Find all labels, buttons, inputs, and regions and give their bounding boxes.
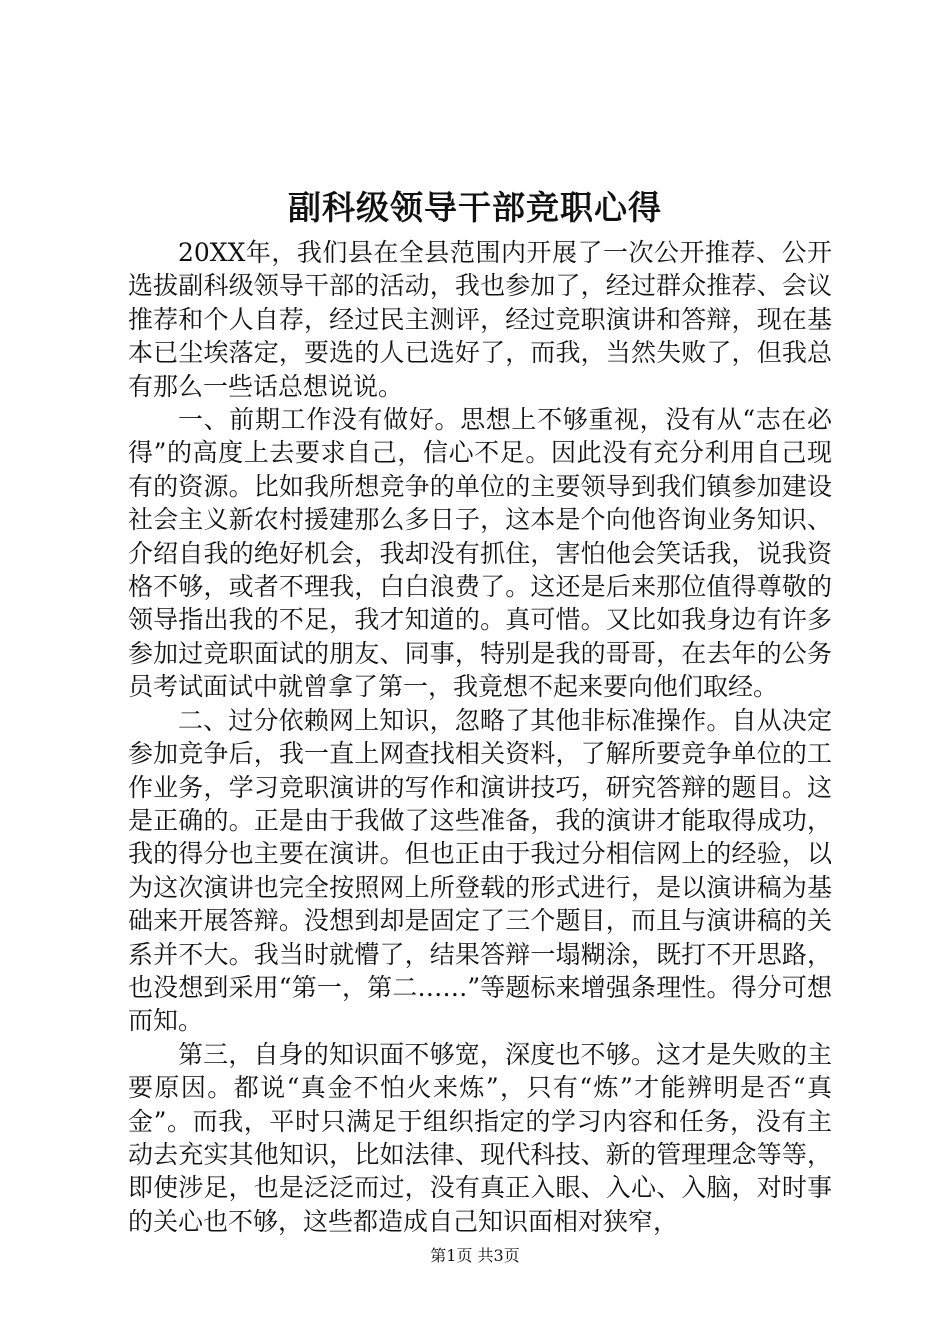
document-title: 副科级领导干部竞职心得 <box>288 188 662 227</box>
document-body <box>128 236 832 1238</box>
paragraph-point-three: 第三，自身的知识面不够宽，深度也不够。这才是失败的主要原因。都说“真金不怕火来炼”，只有“炼”才能辨明是否“真金”。而我，平时只满足于组织指定的学习内容和任务，没有主动去充实其他知识，比如法律、现代科技、新的管理理念等等，即使涉足，也是泛泛而过，没有真正入眼、入心、入脑，对时事的关心也不够，这些都造成自己知识面相对狭窄， <box>128 1039 832 1236</box>
page-number-footer: 第1页 共3页 <box>430 1246 520 1265</box>
paragraph-point-two: 二、过分依赖网上知识，忽略了其他非标准操作。自从决定参加竞争后，我一直上网查找相关资料，了解所要竞争单位的工作业务，学习竞职演讲的写作和演讲技巧，研究答辩的题目。这是正确的。正是由于我做了这些准备，我的演讲才能取得成功，我的得分也主要在演讲。但也正由于我过分相信网上的经验，以为这次演讲也完全按照网上所登载的形式进行，是以演讲稿为基础来开展答辩。没想到却是固定了三个题目，而且与演讲稿的关系并不大。我当时就懵了，结果答辩一塌糊涂，既打不开思路，也没想到采用“第一，第二……”等题标来增强条理性。得分可想而知。 <box>128 705 832 1036</box>
paragraph-point-one: 一、前期工作没有做好。思想上不够重视，没有从“志在必得”的高度上去要求自己，信心不足。因此没有充分利用自己现有的资源。比如我所想竞争的单位的主要领导到我们镇参加建设社会主义新农村援建那么多日子，这本是个向他咨询业务知识、介绍自我的绝好机会，我却没有抓住，害怕他会笑话我，说我资格不够，或者不理我，白白浪费了。这还是后来那位值得尊敬的领导指出我的不足，我才知道的。真可惜。又比如我身边有许多参加过竞职面试的朋友、同事，特别是我的哥哥，在去年的公务员考试面试中就曾拿了第一，我竟想不起来要向他们取经。 <box>128 405 832 702</box>
paragraph-intro: 20XX年，我们县在全县范围内开展了一次公开推荐、公开选拔副科级领导干部的活动，我也参加了，经过群众推荐、会议推荐和个人自荐，经过民主测评，经过竞职演讲和答辩，现在基本已尘埃落定，要选的人已选好了，而我，当然失败了，但我总有那么一些话总想说说。 <box>128 238 832 401</box>
